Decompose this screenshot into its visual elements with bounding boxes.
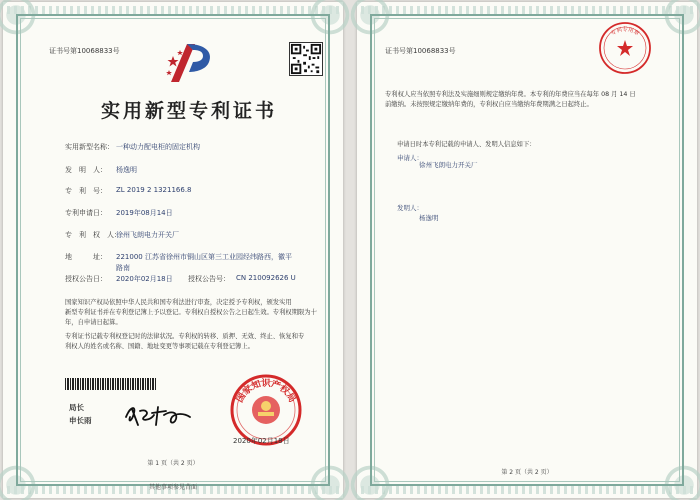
patent-seal-icon xyxy=(597,20,653,76)
inventor-label: 发明人： xyxy=(397,204,423,212)
certificate-back-page xyxy=(357,2,697,498)
page-number: 第 1 页（共 2 页） xyxy=(147,460,199,467)
field-label-inventor: 发 明 人： xyxy=(65,166,107,174)
footer-hint: 其他事项参见背面 xyxy=(148,484,197,491)
certificate-title: 实用新型专利证书 xyxy=(100,100,277,122)
decorative-border-top xyxy=(7,6,339,14)
field-value-inventor: 杨逸明 xyxy=(116,166,137,174)
decorative-border-bottom xyxy=(361,486,693,494)
annual-fee-notice: 专利权人应当依照专利法及实施细则规定缴纳年费。本专利的年费应当在每年 08 月 14 日 前缴纳。未按照规定缴纳年费的，专利权自应当缴纳年费期满之日起终止。 xyxy=(385,91,636,108)
page-number: 第 2 页（共 2 页） xyxy=(501,469,553,476)
director-name: 申长雨 xyxy=(69,416,92,425)
issuance-statement: 国家知识产权局依照中华人民共和国专利法进行审查，决定授予专利权，颁发实用 新型专利证书并在专利登记簿上予以登记。专利权自授权公告之日起生效。专利权期限为十 年，自申请日起算。 xyxy=(65,299,317,326)
field-label-patent-number: 专 利 号： xyxy=(65,187,107,195)
field-value-announcement-number: CN 210092626 U xyxy=(236,274,296,282)
inventor-name: 杨逸明 xyxy=(419,214,439,222)
applicant-info-heading: 申请日时本专利记载的申请人、发明人信息如下： xyxy=(397,141,536,148)
field-value-patentee: 徐州飞朗电力开关厂 xyxy=(116,231,179,239)
patent-office-logo-icon xyxy=(165,38,219,88)
decorative-border-top xyxy=(361,6,693,14)
field-value-address-line2: 路南 xyxy=(116,264,130,272)
barcode-icon xyxy=(65,378,157,390)
field-value-application-date: 2019年08月14日 xyxy=(116,209,173,217)
director-title: 局长 xyxy=(69,403,84,412)
qr-code-icon xyxy=(289,42,323,76)
field-label-application-date: 专利申请日： xyxy=(65,209,107,217)
field-label-utility-name: 实用新型名称： xyxy=(65,143,114,151)
applicant-name: 徐州飞朗电力开关厂 xyxy=(419,161,478,169)
official-seal-text: 国家知识产权局 xyxy=(235,379,297,405)
certificate-number: 证书号第10068833号 xyxy=(49,47,120,55)
field-value-utility-name: 一种动力配电柜的固定机构 xyxy=(116,143,200,151)
director-signature-icon xyxy=(120,399,200,429)
legal-status-statement: 专利证书记载专利权登记时的法律状况。专利权的转移、质押、无效、终止、恢复和专 利权人的姓名或名称、国籍、地址变更等事项记载在专利登记簿上。 xyxy=(65,333,305,350)
field-label-address: 地 址： xyxy=(65,253,107,261)
patent-seal-text: 专利专用章 xyxy=(610,27,640,38)
field-value-announcement-date: 2020年02月18日 xyxy=(116,275,173,283)
certificate-front-page xyxy=(3,2,343,498)
page-frame xyxy=(370,14,684,486)
field-label-announcement-number: 授权公告号： xyxy=(188,275,230,283)
field-value-patent-number: ZL 2019 2 1321166.8 xyxy=(116,186,192,194)
issue-date: 2020年02月18日 xyxy=(233,437,290,445)
certificate-number: 证书号第10068833号 xyxy=(385,47,456,55)
applicant-label: 申请人： xyxy=(397,154,423,162)
field-label-announcement-date: 授权公告日： xyxy=(65,275,107,283)
field-label-patentee: 专 利 权 人： xyxy=(65,231,121,239)
field-value-address: 221000 江苏省徐州市铜山区第三工业园经纬路西，徽平 xyxy=(116,253,292,261)
